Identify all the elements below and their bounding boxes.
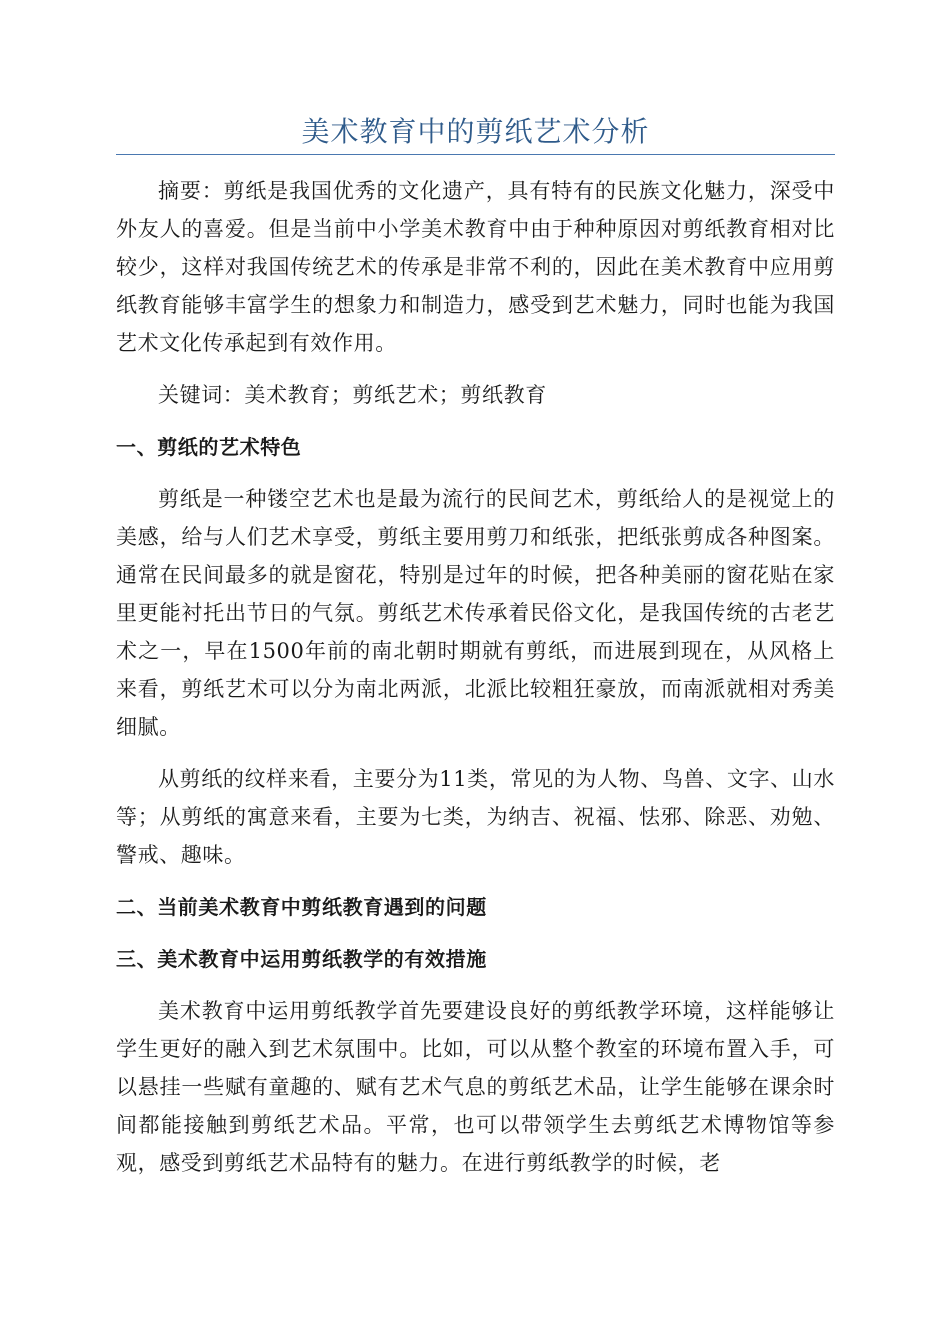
document-body <box>116 172 835 1196</box>
section-1-paragraph-2: 从剪纸的纹样来看，主要分为11类，常见的为人物、鸟兽、文字、山水等；从剪纸的寓意来看，主要为七类，为纳吉、祝福、怯邪、除恶、劝勉、警戒、趣味。 <box>116 767 835 867</box>
title-underline <box>116 154 835 155</box>
section-heading-1: 一、剪纸的艺术特色 <box>116 435 302 459</box>
section-heading-2: 二、当前美术教育中剪纸教育遇到的问题 <box>116 895 487 919</box>
document-title: 美术教育中的剪纸艺术分析 <box>301 115 650 148</box>
abstract-paragraph: 摘要：剪纸是我国优秀的文化遗产，具有特有的民族文化魅力，深受中外友人的喜爱。但是当前中小学美术教育中由于种种原因对剪纸教育相对比较少，这样对我国传统艺术的传承是非常不利的，因此在美术教育中应用剪纸教育能够丰富学生的想象力和制造力，感受到艺术魅力，同时也能为我国艺术文化传承起到有效作用。 <box>116 179 835 355</box>
section-3-paragraph-1: 美术教育中运用剪纸教学首先要建设良好的剪纸教学环境，这样能够让学生更好的融入到艺术氛围中。比如，可以从整个教室的环境布置入手，可以悬挂一些赋有童趣的、赋有艺术气息的剪纸艺术品，让学生能够在课余时间都能接触到剪纸艺术品。平常，也可以带领学生去剪纸艺术博物馆等参观，感受到剪纸艺术品特有的魅力。在进行剪纸教学的时候，老 <box>116 999 835 1175</box>
section-1-paragraph-1: 剪纸是一种镂空艺术也是最为流行的民间艺术，剪纸给人的是视觉上的美感，给与人们艺术享受，剪纸主要用剪刀和纸张，把纸张剪成各种图案。通常在民间最多的就是窗花，特别是过年的时候，把各种美丽的窗花贴在家里更能衬托出节日的气氛。剪纸艺术传承着民俗文化，是我国传统的古老艺术之一，早在1500年前的南北朝时期就有剪纸，而进展到现在，从风格上来看，剪纸艺术可以分为南北两派，北派比较粗狂豪放，而南派就相对秀美细腻。 <box>116 487 835 739</box>
section-heading-3: 三、美术教育中运用剪纸教学的有效措施 <box>116 947 487 971</box>
keywords-paragraph: 关键词：美术教育；剪纸艺术；剪纸教育 <box>158 383 547 407</box>
